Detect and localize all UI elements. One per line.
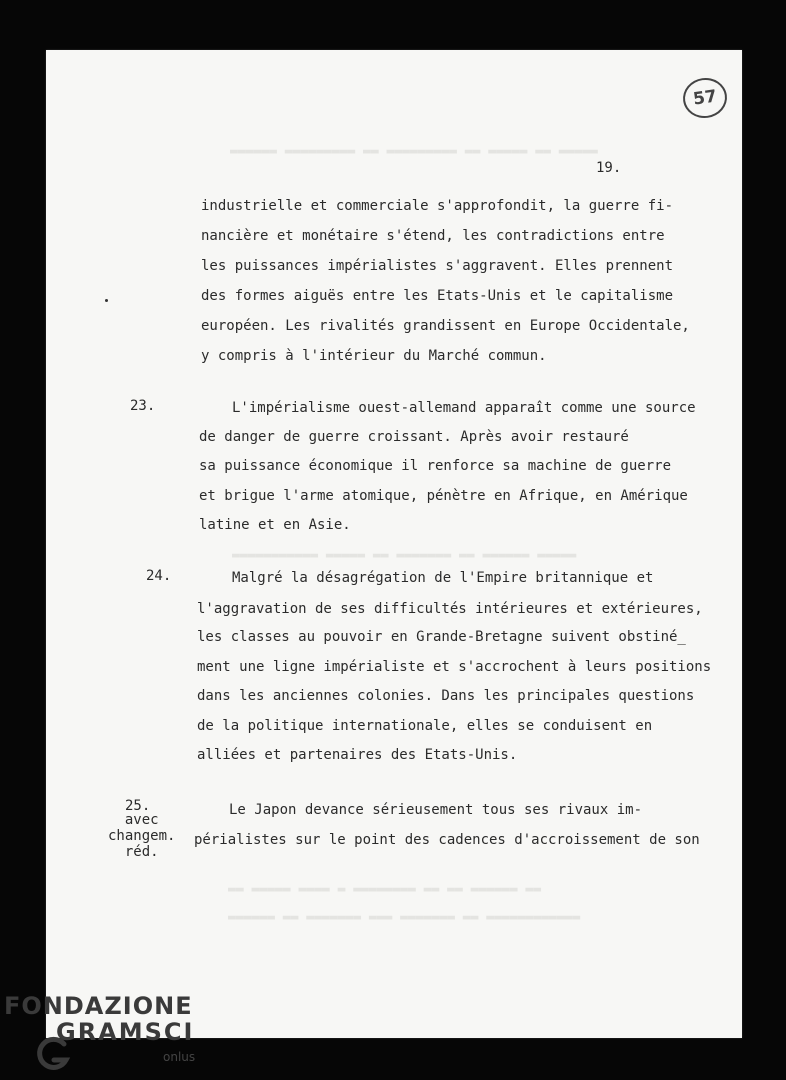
section-number: 25. [125,798,151,814]
text-line: et brigue l'arme atomique, pénètre en Afrique, en Amérique [199,488,688,504]
text-line: l'aggravation de ses difficultés intérieures et extérieures, [197,601,703,617]
text-line: des formes aiguës entre les Etats-Unis et le capitalisme [201,288,674,304]
text-line: périalistes sur le point des cadences d'accroissement de son [194,832,700,848]
text-line: dans les anciennes colonies. Dans les principales questions [197,688,695,704]
text-line: alliées et partenaires des Etats-Unis. [197,747,518,763]
margin-note: avec changem. réd. [108,812,176,860]
watermark-onlus: onlus [163,1050,196,1064]
page-number: 19. [596,160,622,176]
text-line: Malgré la désagrégation de l'Empire britannique et [232,570,654,586]
watermark-logo-icon [34,1034,74,1074]
text-line: nancière et monétaire s'étend, les contradictions entre [201,228,665,244]
text-line: latine et en Asie. [199,517,351,533]
text-line: de danger de guerre croissant. Après avoir restauré [199,429,629,445]
watermark-subtitle: GRAMSCI [56,1018,195,1046]
text-line: y compris à l'intérieur du Marché commun. [201,348,547,364]
text-line: Le Japon devance sérieusement tous ses rivaux im- [229,802,643,818]
text-line: les puissances impérialistes s'aggravent. Elles prennent [201,258,674,274]
text-line: européen. Les rivalités grandissent en Europe Occidentale, [201,318,690,334]
show-through-text: ▬▬▬▬▬▬ ▬▬▬▬▬▬▬▬▬ ▬▬ ▬▬▬▬▬▬▬▬▬ ▬▬ ▬▬▬▬▬ ▬▬ ▬▬▬▬▬ [230,144,598,159]
section-number: 23. [130,398,156,414]
watermark-title: FONDAZIONE [4,992,193,1020]
text-line: L'impérialisme ouest-allemand apparaît comme une source [232,400,696,416]
page-stamp: 57 [680,75,729,121]
text-line: les classes au pouvoir en Grande-Bretagne suivent obstiné_ [197,629,686,645]
show-through-text: ▬▬▬▬▬▬ ▬▬ ▬▬▬▬▬▬▬ ▬▬▬ ▬▬▬▬▬▬▬ ▬▬ ▬▬▬▬▬▬▬▬▬▬▬▬ [228,910,581,925]
show-through-text: ▬▬▬▬▬▬▬▬▬▬▬ ▬▬▬▬▬ ▬▬ ▬▬▬▬▬▬▬ ▬▬ ▬▬▬▬▬▬ ▬▬▬▬▬ [232,548,577,563]
section-number: 24. [146,568,172,584]
show-through-text: ▬▬ ▬▬▬▬▬ ▬▬▬▬ ▬ ▬▬▬▬▬▬▬▬ ▬▬ ▬▬ ▬▬▬▬▬▬ ▬▬ [228,882,542,897]
text-line: industrielle et commerciale s'approfondit, la guerre fi- [201,198,674,214]
text-line: de la politique internationale, elles se conduisent en [197,718,653,734]
stray-mark [105,299,108,302]
text-line: sa puissance économique il renforce sa machine de guerre [199,458,672,474]
text-line: ment une ligne impérialiste et s'accrochent à leurs positions [197,659,712,675]
